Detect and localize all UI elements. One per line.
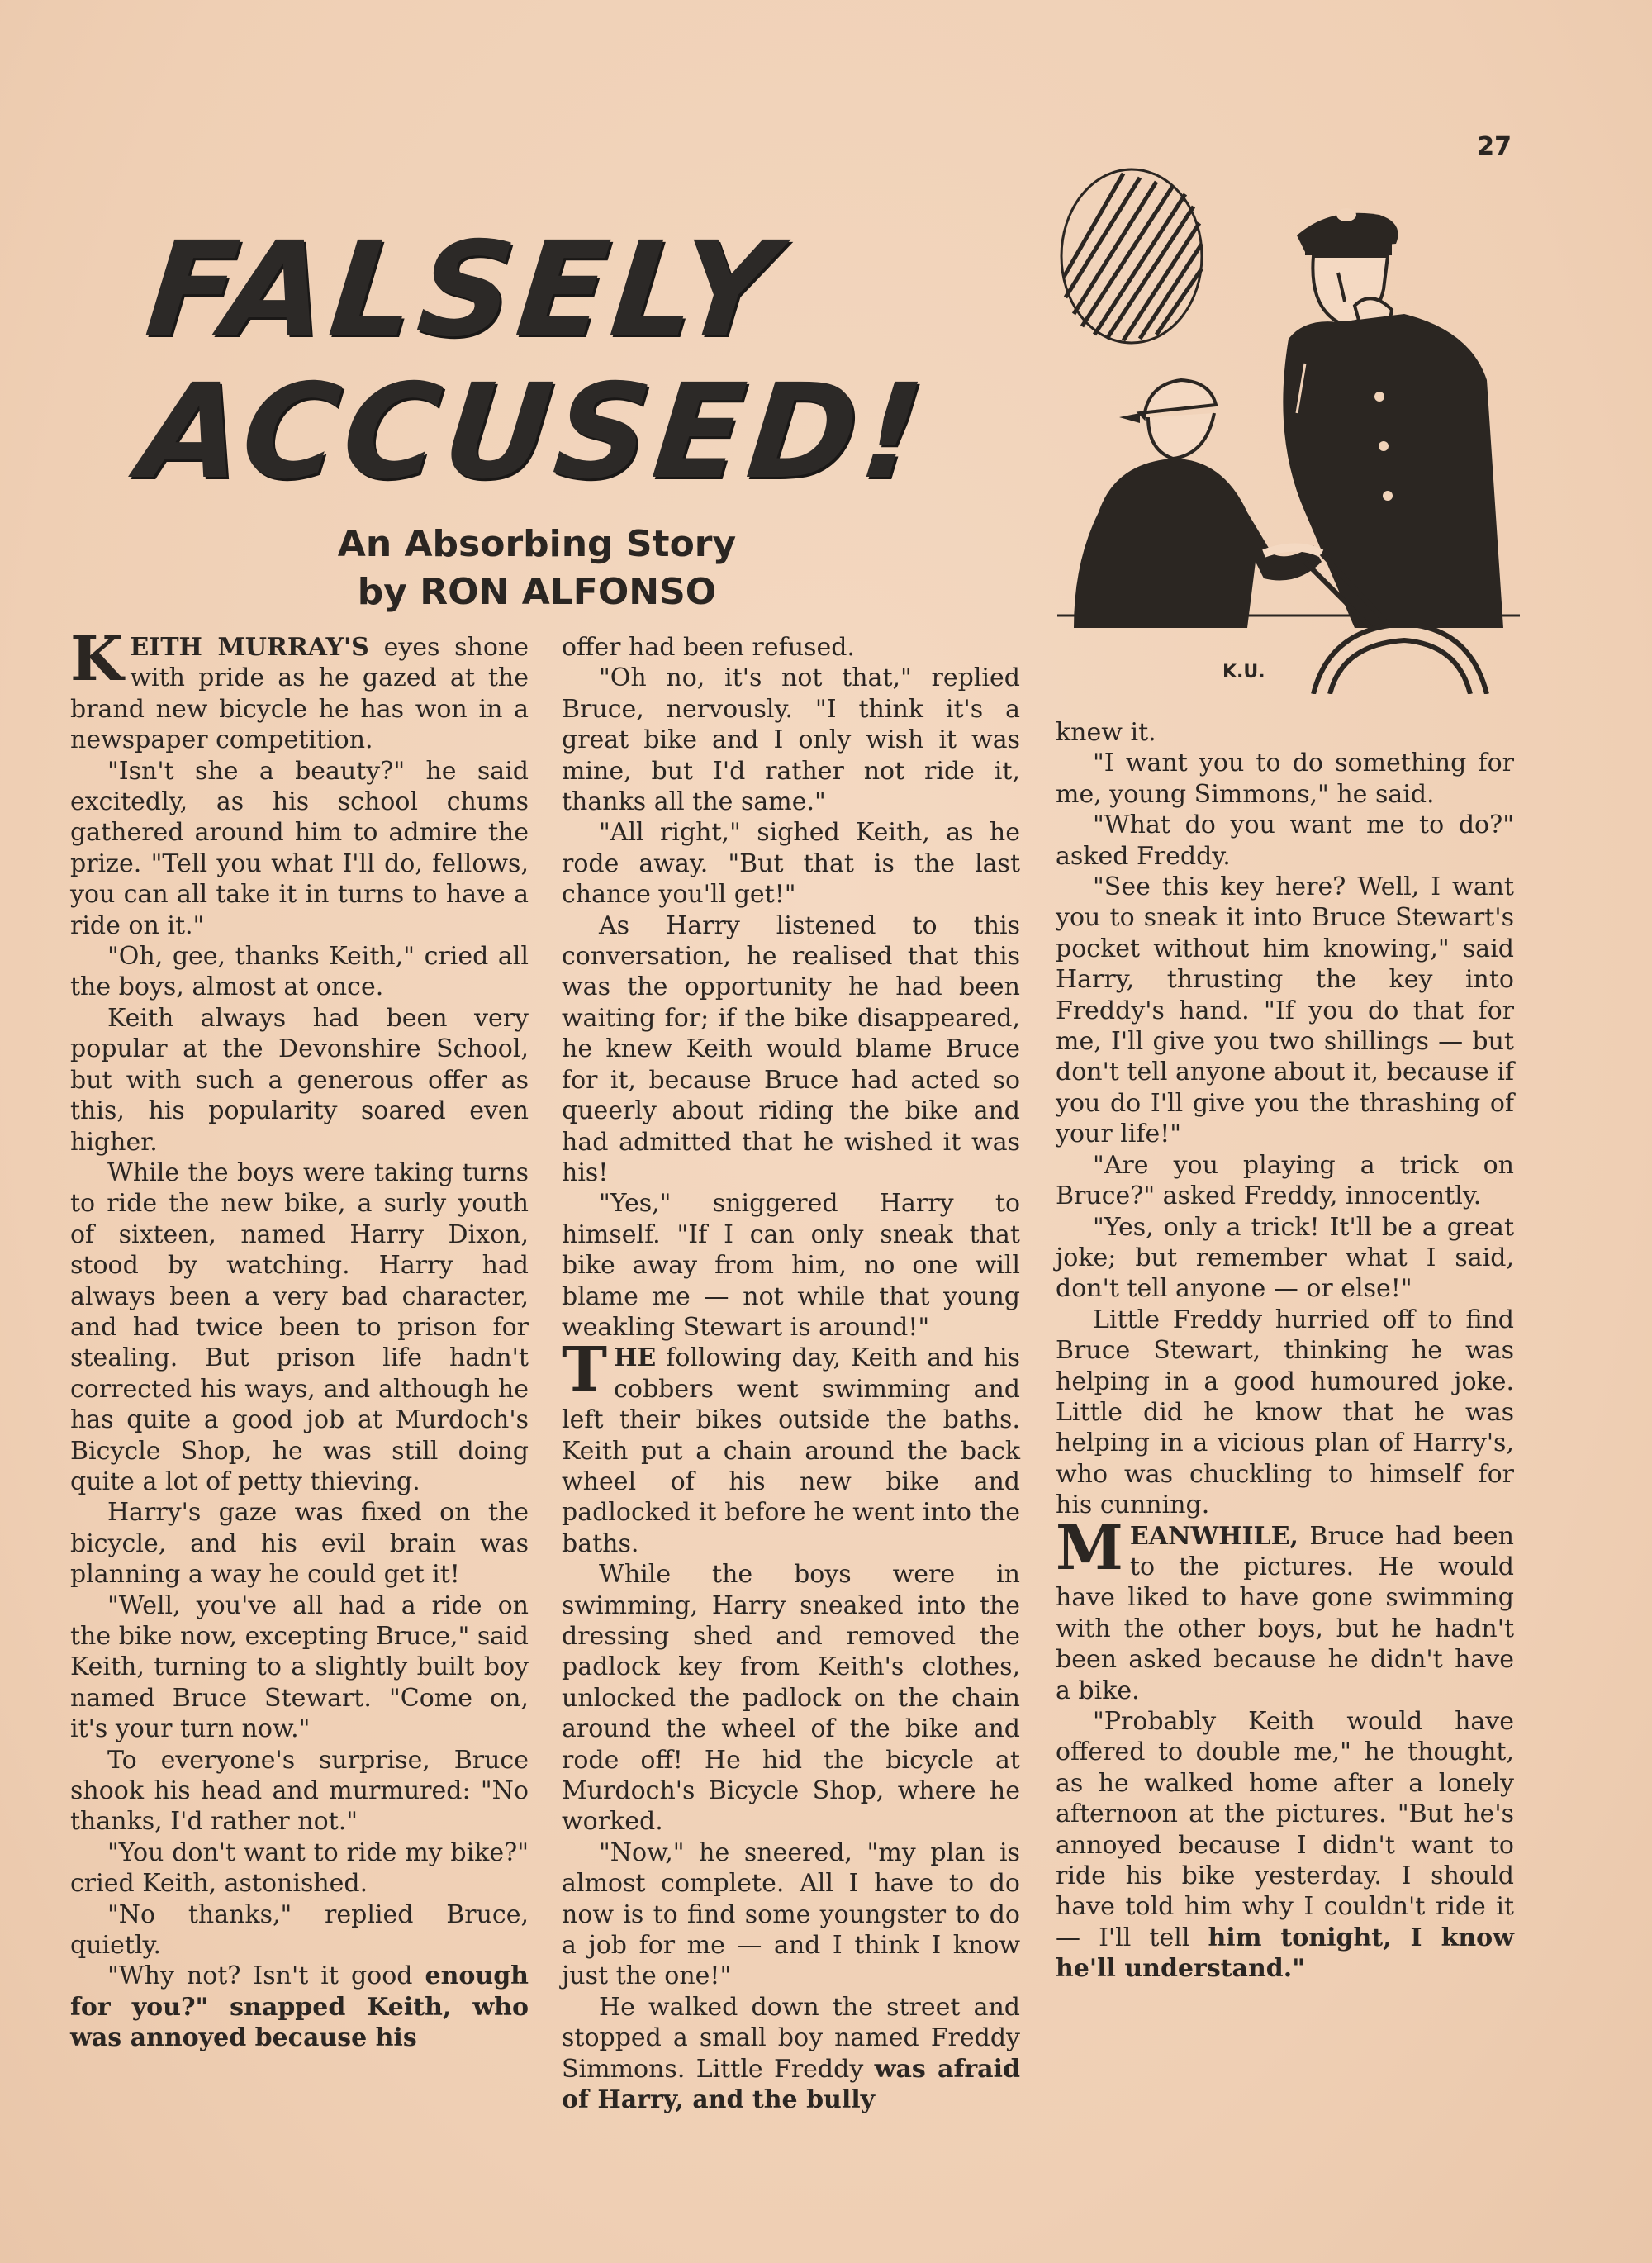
lead-in: HE (614, 1343, 657, 1373)
paragraph-bold-text: enough for you?" snapped Keith, who was annoyed because his (70, 1961, 529, 2053)
paragraph: "Oh, gee, thanks Keith," cried all the boys, almost at once. (70, 942, 529, 1002)
policeman-and-boy-illustration (1057, 165, 1520, 694)
paragraph: As Harry listened to this conversation, he realised that this was the opportunity he had been waiting for; if the bike disappeared, he knew Keith would blame Bruce for it, because Bruce had acted so queerly about riding the bike and had admitted that he wished it was his! (562, 910, 1020, 1187)
paragraph-bold-text: him tonight, I know he'll understand." (1056, 1923, 1515, 1984)
dropcap: M (1056, 1512, 1123, 1584)
story-subtitle (264, 521, 809, 616)
paragraph: "Now," he sneered, "my plan is almost complete. All I have to do now is to find some youngster to do a job for me — and I think I know just the one!" (562, 1837, 1020, 1991)
paragraph: knew it. (1056, 718, 1156, 747)
paragraph: While the boys were in swimming, Harry sneaked into the dressing shed and removed the padlock key from Keith's clothes, unlocked the padlock on the chain around the wheel of the bike and rode off! He hid the bicycle at Murdoch's Bicycle Shop, where he worked. (562, 1560, 1020, 1837)
paragraph (562, 1992, 1020, 2116)
story-column-2 (562, 632, 1020, 2116)
paragraph: "You don't want to ride my bike?" cried Keith, astonished. (70, 1837, 529, 1899)
paragraph: offer had been refused. (562, 633, 855, 662)
story-column-3 (1056, 717, 1514, 1985)
paragraph-text: He walked down the street and stopped a small boy named Freddy Simmons. Little Freddy (562, 1992, 1020, 2084)
lead-in: EITH MURRAY'S (130, 633, 369, 662)
paragraph: "Isn't she a beauty?" he said excitedly, as his school chums gathered around him to admire the prize. "Tell you what I'll do, fellows, you can all take it in turns to have a ride on it." (70, 756, 529, 940)
paragraph: "See this key here? Well, I want you to sneak it into Bruce Stewart's pocket without him knowing," said Harry, thrusting the key into Freddy's hand. "If you do that for me, I'll give you two shillings — but don't tell anyone about it, because if you do I'll give you the thrashing of your life!" (1056, 872, 1514, 1149)
paragraph: "Yes," sniggered Harry to himself. "If I can only sneak that bike away from him, no one will blame me — not while that young weakling Stewart is around!" (562, 1189, 1020, 1342)
paragraph: "Yes, only a trick! It'll be a great joke; but remember what I said, don't tell anyone — or else!" (1056, 1212, 1514, 1304)
lead-in: EANWHILE, (1129, 1521, 1298, 1551)
paragraph: Little Freddy hurried off to find Bruce Stewart, thinking he was helping in a good humoured joke. Little did he know that he was helping in a vicious plan of Harry's, who was chuckling to himself for his cunning. (1056, 1305, 1514, 1520)
paragraph: While the boys were taking turns to ride the new bike, a surly youth of sixteen, named Harry Dixon, stood by watching. Harry had always been a very bad character, and had twice been to prison for stealing. But prison life hadn't corrected his ways, and although he has quite a good job at Murdoch's Bicycle Shop, he was still doing quite a lot of petty thieving. (70, 1158, 529, 1496)
story-title (126, 214, 981, 508)
paragraph (1056, 1512, 1514, 1706)
paragraph-text: Bruce had been to the pictures. He would have liked to have gone swimming with the other boys, but he hadn't been asked because he didn't have a bike. (1056, 1521, 1514, 1705)
paragraph (562, 1334, 1020, 1559)
paragraph: "Oh no, it's not that," replied Bruce, nervously. "I think it's a great bike and I only wish it was mine, but I'd rather not ride it, thanks all the same." (562, 663, 1020, 817)
byline: by RON ALFONSO (357, 571, 717, 613)
paragraph: "All right," sighed Keith, as he rode away. "But that is the last chance you'll get!" (562, 818, 1020, 910)
paragraph-text: "Why not? Isn't it good (107, 1961, 413, 1991)
paragraph (70, 1961, 529, 2053)
dropcap: K (70, 624, 124, 695)
story-column-1 (70, 624, 529, 2054)
paragraph-text: eyes shone with pride as he gazed at the brand new bicycle he has won in a newspaper competition. (70, 633, 529, 755)
paragraph (1056, 1706, 1514, 1985)
paragraph: "Are you playing a trick on Bruce?" asked Freddy, innocently. (1056, 1150, 1514, 1211)
paragraph: Keith always had been very popular at the Devonshire School, but with such a generous offer as this, his popularity soared even higher. (70, 1003, 529, 1157)
title-line-1: FALSELY (140, 214, 788, 366)
paragraph: "What do you want me to do?" asked Freddy. (1056, 811, 1514, 871)
hatched-background (1061, 169, 1202, 343)
title-line-2: ACCUSED! (133, 356, 935, 508)
paragraph-text: following day, Keith and his cobbers went swimming and left their bikes outside the baths. Keith put a chain around the back wheel of his new bike and padlocked it before he went into the baths. (562, 1343, 1020, 1558)
paragraph: Harry's gaze was fixed on the bicycle, and his evil brain was planning a way he could get it! (70, 1498, 529, 1590)
artist-signature: K.U. (1222, 662, 1265, 682)
paragraph: To everyone's surprise, Bruce shook his head and murmured: "No thanks, I'd rather not." (70, 1745, 529, 1837)
paragraph: "Well, you've all had a ride on the bike now, excepting Bruce," said Keith, turning to a slightly built boy named Bruce Stewart. "Come on, it's your turn now." (70, 1590, 529, 1744)
paragraph-text: "Probably Keith would have offered to double me," he thought, as he walked home after a lonely afternoon at the pictures. "But he's annoyed because I didn't want to ride his bike yesterday. I should have told him why I couldn't ride it — I'll tell (1056, 1707, 1514, 1952)
paragraph (70, 624, 529, 756)
page-number: 27 (1477, 132, 1512, 161)
paragraph: "I want you to do something for me, young Simmons," he said. (1056, 749, 1514, 809)
dropcap: T (562, 1334, 608, 1406)
paragraph: "No thanks," replied Bruce, quietly. (70, 1899, 529, 1961)
subtitle-line-1: An Absorbing Story (337, 523, 737, 565)
paragraph-bold-text: was afraid of Harry, and the bully (562, 2054, 1020, 2115)
